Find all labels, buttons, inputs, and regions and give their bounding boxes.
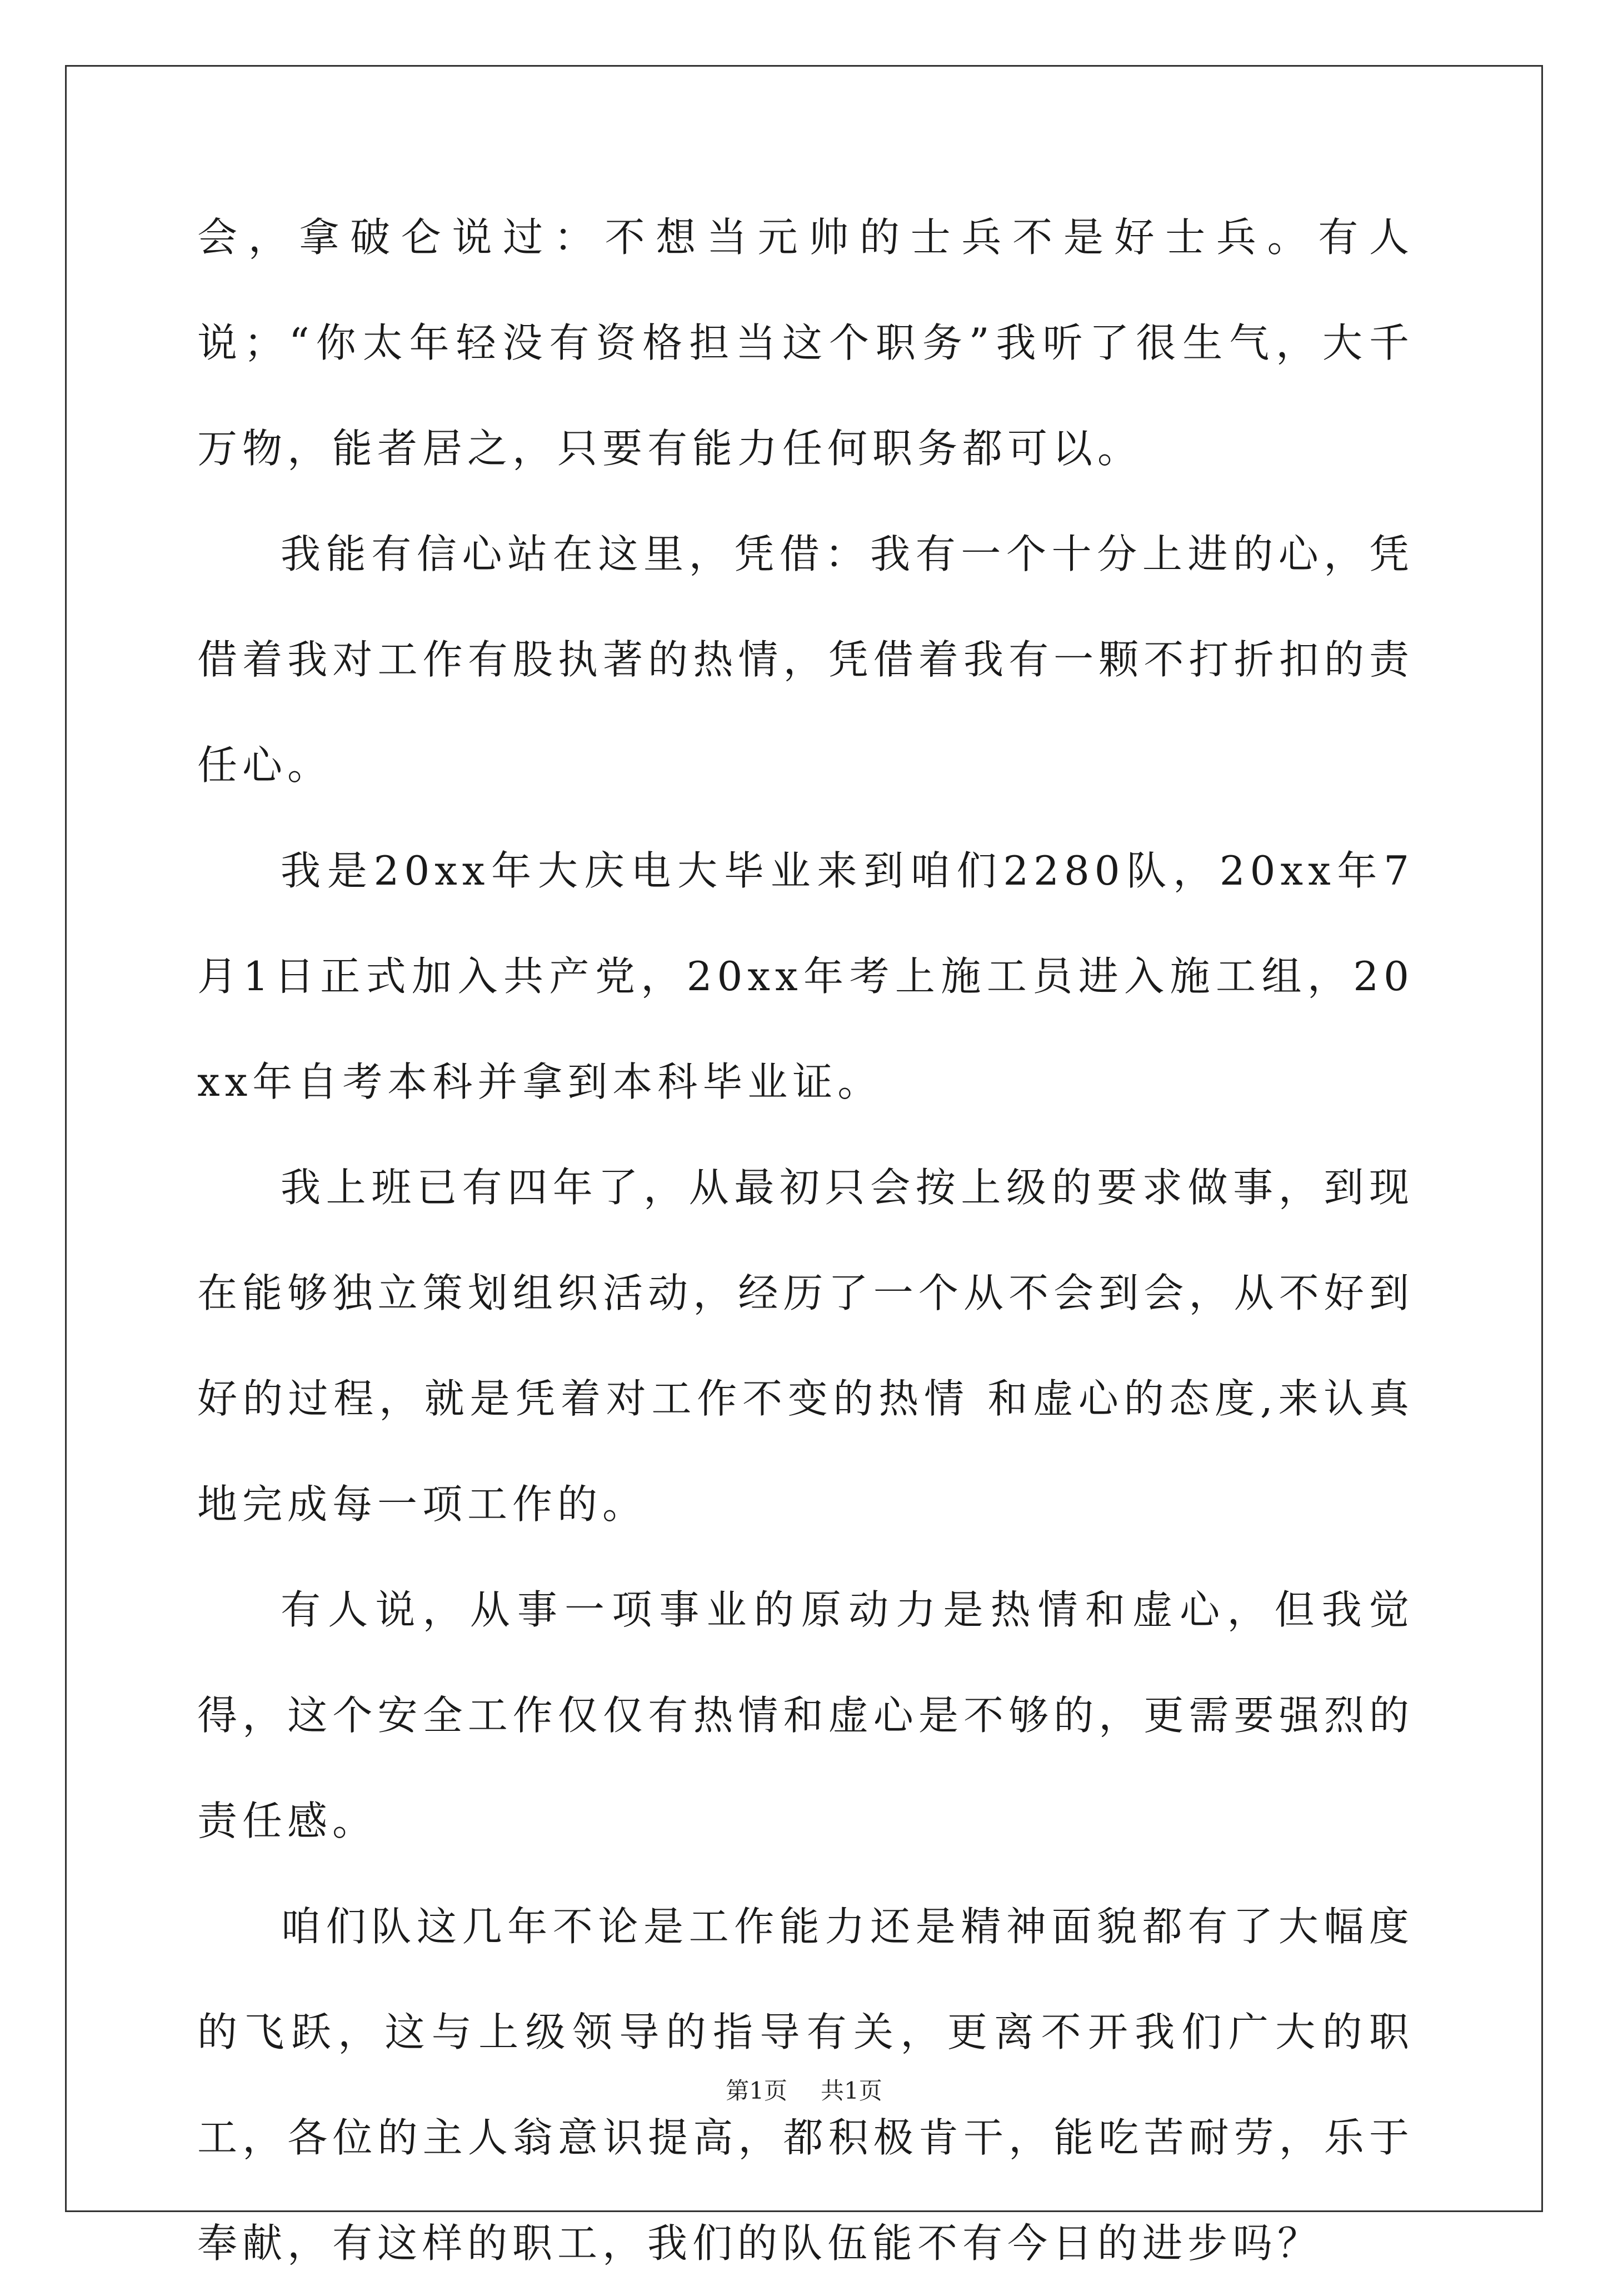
document-body (197, 184, 1414, 2296)
page-number-total: 共1页 (821, 2077, 882, 2104)
paragraph-4: 我上班已有四年了，从最初只会按上级的要求做事，到现在能够独立策划组织活动，经历了一个从不会到会，从不好到好的过程，就是凭着对工作不变的热情 和虚心的态度,来认真地完成每一项工作的。 (197, 1164, 1414, 1528)
page-footer (0, 2073, 1608, 2106)
paragraph-6: 咱们队这几年不论是工作能力还是精神面貌都有了大幅度的飞跃，这与上级领导的指导有关，更离不开我们广大的职工，各位的主人翁意识提高，都积极肯干，能吃苦耐劳，乐于奉献，有这样的职工，我们的队伍能不有今日的进步吗？ (197, 1903, 1414, 2267)
page-number-current: 第1页 (726, 2077, 787, 2104)
paragraph-2: 我能有信心站在这里，凭借：我有一个十分上进的心，凭借着我对工作有股执著的热情，凭借着我有一颗不打折扣的责任心。 (197, 531, 1414, 788)
paragraph-5: 有人说，从事一项事业的原动力是热情和虚心，但我觉得，这个安全工作仅仅有热情和虚心是不够的，更需要强烈的责任感。 (197, 1586, 1414, 1844)
paragraph-3: 我是20xx年大庆电大毕业来到咱们2280队，20xx年7月1日正式加入共产党，20xx年考上施工员进入施工组，20xx年自考本科并拿到本科毕业证。 (197, 847, 1414, 1105)
paragraph-1: 会，拿破仑说过：不想当元帅的士兵不是好士兵。有人说；“你太年轻没有资格担当这个职务”我听了很生气，大千万物，能者居之，只要有能力任何职务都可以。 (197, 214, 1414, 472)
